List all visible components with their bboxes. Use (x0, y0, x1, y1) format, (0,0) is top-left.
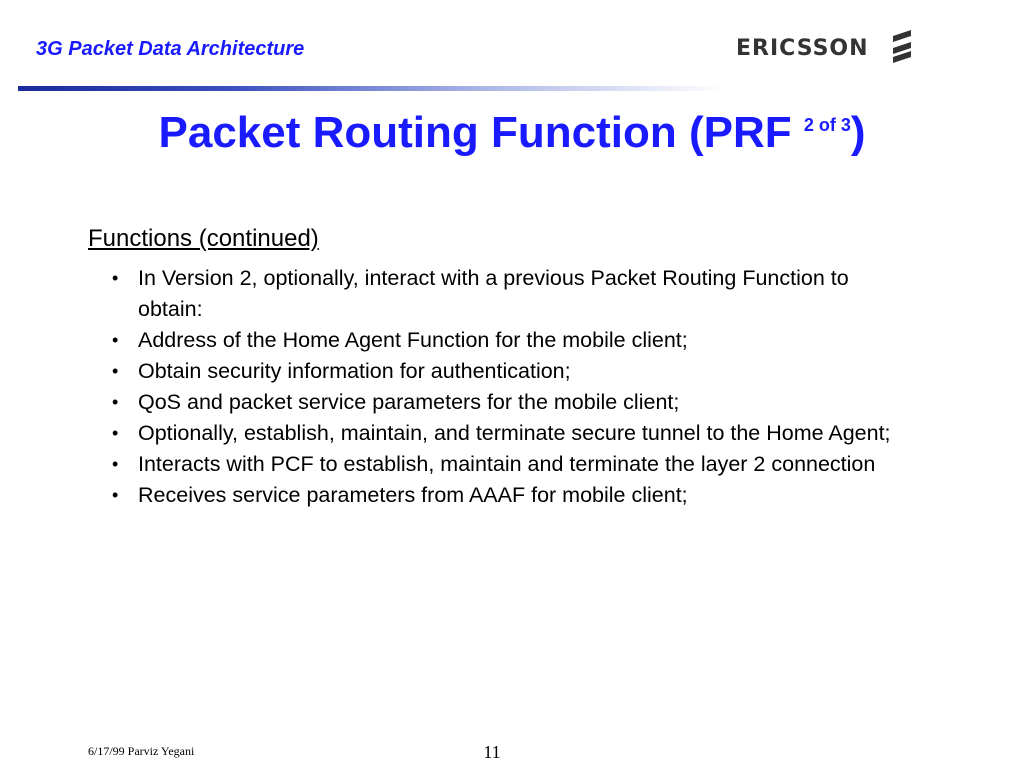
bullet-text: Obtain security information for authentication; (138, 359, 571, 383)
footer-date-author: 6/17/99 Parviz Yegani (88, 744, 195, 758)
ericsson-logo (736, 26, 913, 70)
logo-text: ERICSSON (736, 35, 869, 61)
bullet-item (110, 356, 910, 387)
slide-title-superscript: 2 of 3 (803, 115, 851, 135)
slide-title-main: Packet Routing Function (PRF (158, 108, 804, 157)
bullet-text: Receives service parameters from AAAF for mobile client; (138, 483, 688, 507)
slide-title (0, 108, 1024, 158)
bullet-item (110, 325, 910, 356)
bullet-dot-icon: • (112, 485, 119, 505)
bullet-item (110, 449, 910, 480)
bullet-text: QoS and packet service parameters for the mobile client; (138, 390, 680, 414)
bullet-text: Interacts with PCF to establish, maintain and terminate the layer 2 connection (138, 452, 876, 476)
page-number: 11 (483, 742, 501, 762)
bullet-dot-icon: • (112, 268, 119, 288)
bullet-dot-icon: • (112, 423, 119, 443)
bullet-dot-icon: • (112, 361, 119, 381)
ericsson-stripes-icon (891, 28, 913, 69)
header-divider (18, 86, 726, 91)
bullet-item (110, 418, 910, 449)
bullet-item (110, 480, 910, 511)
section-heading: Functions (continued) (88, 225, 319, 252)
bullet-text: Optionally, establish, maintain, and terminate secure tunnel to the Home Agent; (138, 421, 891, 445)
bullet-text: In Version 2, optionally, interact with a previous Packet Routing Function to obtain: (138, 266, 849, 321)
bullet-list (110, 263, 910, 511)
bullet-item (110, 387, 910, 418)
bullet-dot-icon: • (112, 330, 119, 350)
bullet-text: Address of the Home Agent Function for the mobile client; (138, 328, 688, 352)
slide-title-end: ) (850, 108, 866, 157)
bullet-item (110, 263, 910, 325)
header-title: 3G Packet Data Architecture (36, 38, 305, 60)
bullet-dot-icon: • (112, 454, 119, 474)
bullet-dot-icon: • (112, 392, 119, 412)
